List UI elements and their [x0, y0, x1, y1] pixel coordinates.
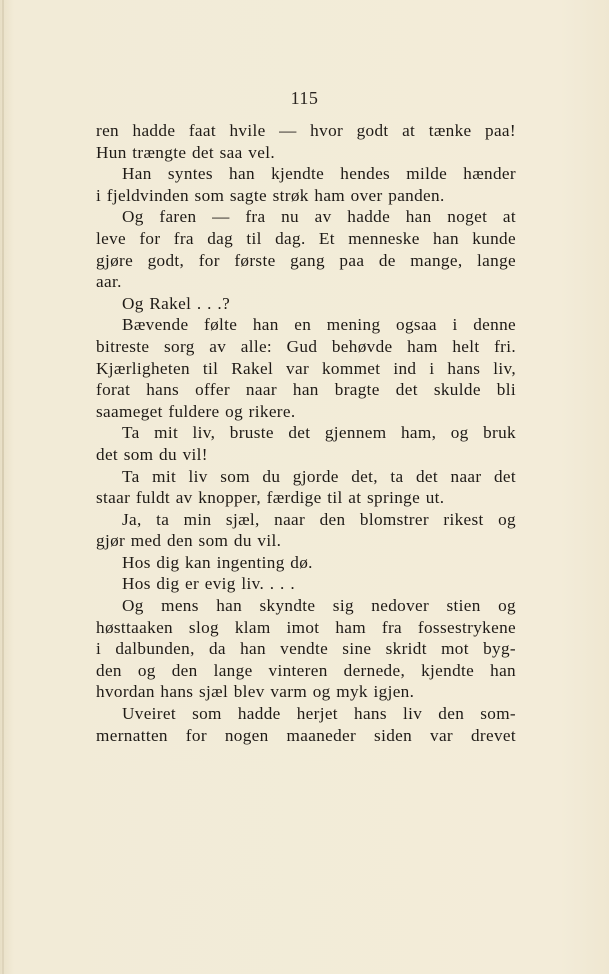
page-binding-edge — [2, 0, 4, 974]
text-line: ren hadde faat hvile — hvor godt at tænke paa! — [96, 121, 516, 140]
text-line: Ta mit liv, bruste det gjennem ham, og bruk — [122, 423, 516, 443]
text-line: Og faren — fra nu av hadde han noget at — [122, 207, 516, 227]
text-line: Hos dig kan ingenting dø. — [122, 552, 313, 572]
text-line: hvordan hans sjæl blev varm og myk igjen. — [96, 682, 415, 702]
text-line: leve for fra dag til dag. Et menneske han kunde — [96, 228, 516, 248]
text-line: høsttaaken slog klam imot ham fra fossestrykene — [96, 617, 516, 637]
text-line: mernatten for nogen maaneder siden var drevet — [96, 725, 516, 745]
text-line: Ta mit liv som du gjorde det, ta det naar det — [122, 466, 516, 486]
text-line: Hos dig er evig liv. . . . — [122, 574, 295, 594]
text-line: Ja, ta min sjæl, naar den blomstrer rikest og — [122, 509, 516, 529]
text-line: Og mens han skyndte sig nedover stien og — [122, 596, 516, 616]
text-line: Kjærligheten til Rakel var kommet ind i hans liv, — [96, 358, 516, 378]
text-line: Han syntes han kjendte hendes milde hænder — [122, 164, 516, 184]
text-line: gjøre godt, for første gang paa de mange, lange — [96, 250, 516, 270]
page-number: 115 — [290, 88, 319, 108]
text-line: Og Rakel . . .? — [122, 293, 231, 313]
text-line: forat hans offer naar han bragte det skulde bli — [96, 380, 516, 400]
text-line: bitreste sorg av alle: Gud behøvde ham helt fri. — [96, 336, 516, 356]
text-line: den og den lange vinteren dernede, kjendte han — [96, 660, 516, 680]
text-line: Uveiret som hadde herjet hans liv den som- — [122, 704, 516, 724]
body-text — [96, 120, 516, 746]
text-line: det som du vil! — [96, 444, 208, 464]
text-line: saameget fuldere og rikere. — [96, 401, 296, 421]
text-line: Hun trængte det saa vel. — [96, 142, 275, 162]
text-line: aar. — [96, 272, 122, 292]
text-line: Bævende følte han en mening ogsaa i denne — [122, 315, 516, 335]
text-line: gjør med den som du vil. — [96, 531, 282, 551]
text-line: i dalbunden, da han vendte sine skridt mot byg- — [96, 639, 516, 659]
text-line: staar fuldt av knopper, færdige til at springe ut. — [96, 488, 445, 508]
text-line: i fjeldvinden som sagte strøk ham over panden. — [96, 185, 445, 205]
